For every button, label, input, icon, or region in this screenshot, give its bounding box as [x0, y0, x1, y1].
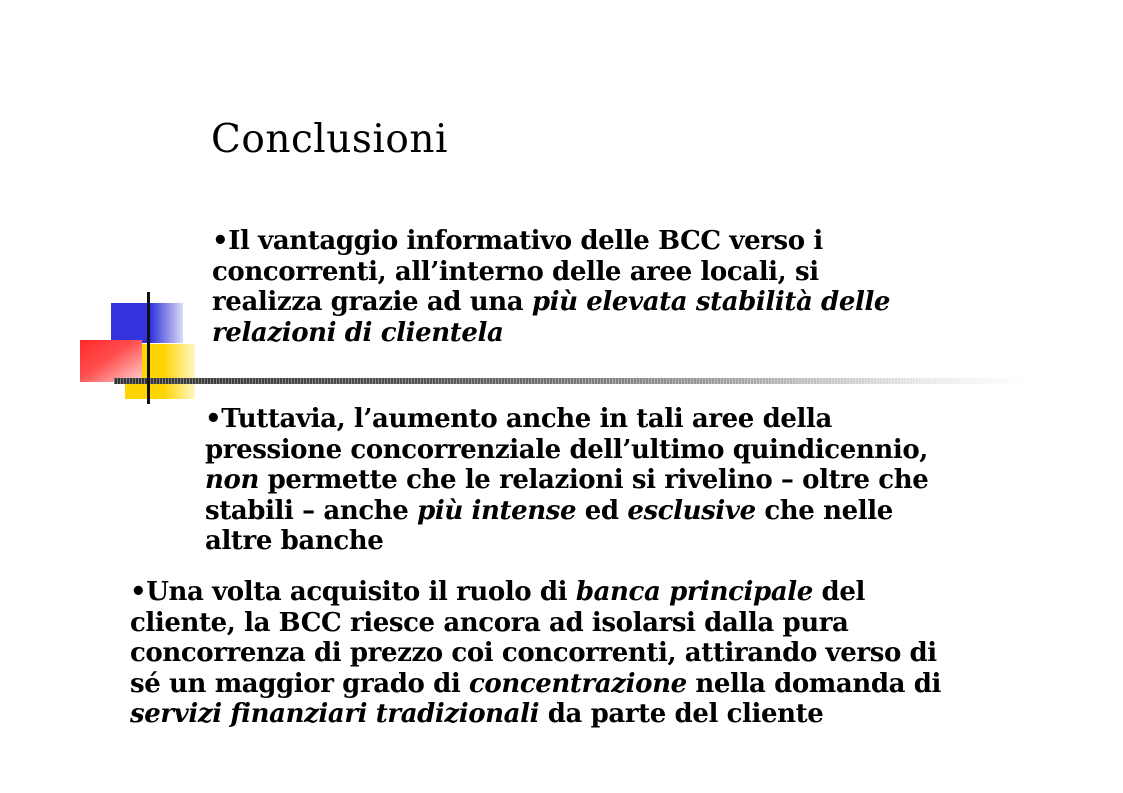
italic-run: concentrazione: [468, 668, 687, 699]
paragraph-line: [205, 465, 928, 496]
italic-run: più intense: [417, 495, 577, 526]
paragraph-line: [130, 699, 941, 730]
italic-run: relazioni di clientela: [212, 317, 504, 348]
paragraph-main-bank: [130, 577, 941, 730]
paragraph-competitive-pressure: [205, 404, 928, 557]
italic-run: servizi finanziari tradizionali: [130, 699, 540, 729]
text-run: •Una volta acquisito il ruolo di: [130, 577, 576, 607]
text-run: del: [812, 577, 865, 607]
paragraph-line: [205, 435, 928, 466]
paragraph-line: [212, 287, 890, 318]
italic-run: esclusive: [627, 495, 756, 526]
text-run: stabili – anche: [205, 495, 418, 526]
text-run: cliente, la BCC riesce ancora ad isolarsi dalla pura: [130, 607, 849, 638]
text-run: •Tuttavia, l’aumento anche in tali aree della: [205, 404, 832, 434]
italic-run: più elevata stabilità delle: [531, 287, 891, 317]
paragraph-line: [212, 226, 890, 257]
paragraph-line: [130, 608, 941, 639]
paragraph-line: [205, 526, 928, 557]
text-run: concorrenti, all’interno delle aree locali, si: [212, 256, 819, 287]
text-run: concorrenza di prezzo coi concorrenti, attirando verso di: [130, 638, 937, 668]
text-run: che nelle: [755, 495, 893, 526]
slide-title: Conclusioni: [211, 117, 448, 162]
paragraph-line: [130, 577, 941, 608]
text-run: ed: [576, 495, 628, 526]
text-run: nella domanda di: [686, 668, 942, 699]
italic-run: non: [205, 465, 259, 495]
paragraph-informative-advantage: [212, 226, 890, 348]
text-run: •Il vantaggio informativo delle BCC verso i: [212, 226, 823, 256]
text-run: pressione concorrenziale dell’ultimo quindicennio,: [205, 434, 928, 465]
paragraph-line: [205, 496, 928, 527]
text-run: sé un maggior grado di: [130, 668, 469, 699]
paragraph-line: [130, 669, 941, 700]
text-run: altre banche: [205, 526, 384, 556]
decor-horizontal-rule: [114, 378, 1024, 384]
text-run: da parte del cliente: [539, 699, 824, 729]
paragraph-line: [130, 638, 941, 669]
italic-run: banca principale: [575, 577, 813, 607]
paragraph-line: [212, 257, 890, 288]
text-run: realizza grazie ad una: [212, 287, 532, 317]
decor-vertical-rule: [147, 292, 150, 404]
text-run: permette che le relazioni si rivelino – oltre che: [258, 465, 929, 495]
decor-red-square: [80, 340, 142, 382]
paragraph-line: [212, 318, 890, 349]
paragraph-line: [205, 404, 928, 435]
